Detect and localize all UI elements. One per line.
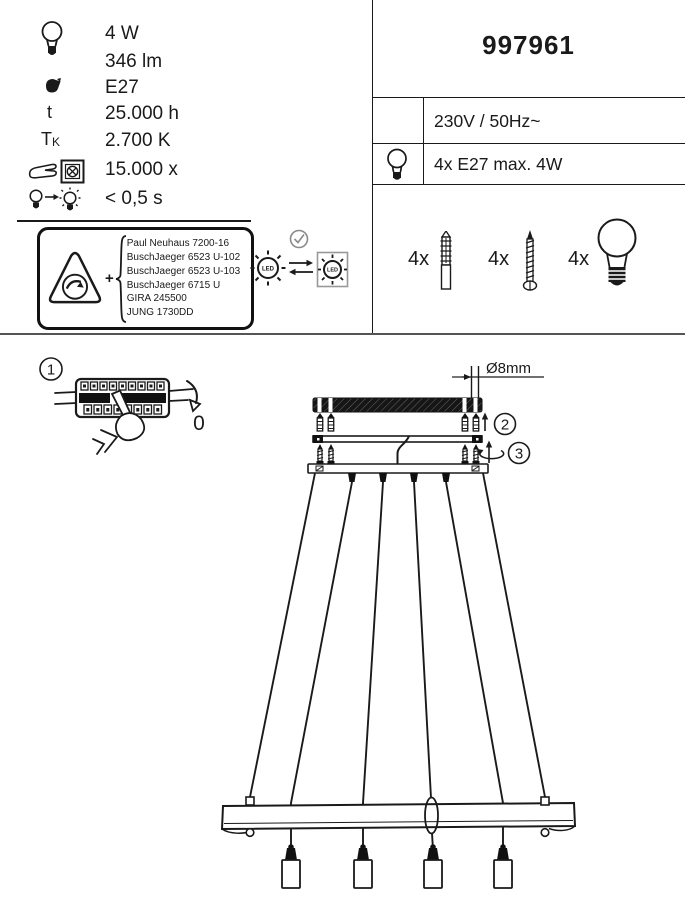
lamp-socket (494, 844, 512, 888)
screw-icon (520, 230, 540, 292)
spec-power: 4 W (105, 23, 139, 44)
color-temp-symbol: TK (41, 129, 61, 149)
start-time-icon (28, 187, 88, 215)
lamp-socket-icon (44, 77, 62, 94)
step-1-number: 1 (46, 361, 56, 379)
lifetime-symbol: t (47, 102, 53, 122)
screw-icon (328, 444, 335, 465)
table-line (372, 143, 685, 144)
step-1-group (40, 358, 205, 454)
product-number: 997961 (482, 30, 575, 60)
spec-color-temp: 2.700 K (105, 130, 171, 151)
lamp-socket (282, 844, 300, 888)
dimmer-item: BuschJaeger 6715 U (126, 279, 221, 291)
wall-plug-icon (473, 413, 480, 431)
suspension-cable (414, 482, 433, 850)
suspension-cable (250, 473, 315, 797)
canopy-screw-head (472, 466, 479, 471)
canopy-screw-head (316, 466, 323, 471)
screw-qty: 4x (488, 248, 510, 270)
led-bulb-icon (251, 251, 286, 286)
cord-fitting (410, 473, 418, 482)
mounting-bracket (313, 435, 482, 443)
table-line (372, 184, 685, 185)
dimmer-item: JUNG 1730DD (126, 307, 194, 319)
compatible-dimmer-list (127, 237, 240, 320)
plus-sign: + (105, 270, 114, 287)
screw-icon (462, 444, 469, 465)
suspension-cable (483, 473, 545, 797)
dimmer-compatibility-box (37, 227, 254, 330)
spec-socket: E27 (105, 77, 139, 98)
cord-fitting (348, 473, 356, 482)
step-2-group (317, 413, 516, 435)
brace-glyph (115, 235, 127, 323)
bulb-qty: 4x (568, 248, 590, 270)
lamp-socket (424, 844, 442, 888)
spec-divider-line (17, 220, 251, 222)
turn-off-arrow-icon (187, 381, 200, 411)
dimmer-item: Paul Neuhaus 7200-16 (126, 238, 230, 250)
step-3-group (317, 441, 530, 465)
step-2-number: 2 (500, 416, 510, 434)
swap-arrows-icon (289, 260, 313, 275)
wall-plug-icon (317, 413, 324, 431)
spec-luminous-flux: 346 lm (105, 51, 163, 72)
wall-plug-icon (437, 231, 455, 291)
bulb-icon (40, 20, 64, 58)
suspension-cable (291, 482, 352, 850)
installation-drawing (0, 335, 685, 899)
spec-start-time: < 0,5 s (105, 188, 163, 209)
step-3-number: 3 (514, 445, 524, 463)
lamp-socket (354, 844, 372, 888)
drill-diameter-label: Ø8mm (486, 360, 531, 377)
canopy-bar (308, 464, 488, 482)
table-line (423, 98, 424, 185)
rotate-arrow-icon (477, 449, 504, 459)
lamping-spec: 4x E27 max. 4W (434, 154, 563, 174)
lamp-sockets (282, 844, 512, 888)
led-bulb-boxed-icon (318, 253, 348, 287)
approved-check-icon (291, 231, 308, 248)
dimmer-triangle-icon (48, 250, 102, 308)
ceiling-bar (313, 398, 482, 412)
off-position-label: 0 (193, 412, 205, 435)
wall-plug-icon (462, 413, 469, 431)
screw-up-arrow-icon (486, 441, 492, 464)
wood-beam (222, 797, 575, 836)
svg-text:LED: LED (262, 266, 274, 273)
dimmer-item: GIRA 245500 (126, 293, 187, 305)
drill-dimension-group (452, 360, 544, 399)
hand-switch-cycles-icon (27, 159, 85, 185)
dimmer-item: BuschJaeger 6523 U-103 (126, 265, 241, 277)
spec-lifetime: 25.000 h (105, 103, 179, 124)
led-dimming-icons (245, 225, 360, 300)
bulb-icon (596, 217, 638, 291)
cord-fitting (379, 473, 387, 482)
suspension-cables (250, 473, 545, 850)
voltage-spec: 230V / 50Hz~ (434, 111, 541, 131)
insert-up-arrow-icon (482, 413, 488, 432)
wall-plug-qty: 4x (408, 248, 430, 270)
wall-plug-icon (328, 413, 335, 431)
cord-fitting (442, 473, 450, 482)
dimmer-item: BuschJaeger 6523 U-102 (126, 251, 241, 263)
table-line (372, 97, 685, 98)
spec-switch-cycles: 15.000 x (105, 159, 178, 180)
screw-icon (317, 444, 324, 465)
suspension-cable (363, 482, 383, 850)
svg-text:LED: LED (327, 267, 338, 274)
screw-icon (473, 444, 480, 465)
bulb-icon (384, 148, 410, 182)
